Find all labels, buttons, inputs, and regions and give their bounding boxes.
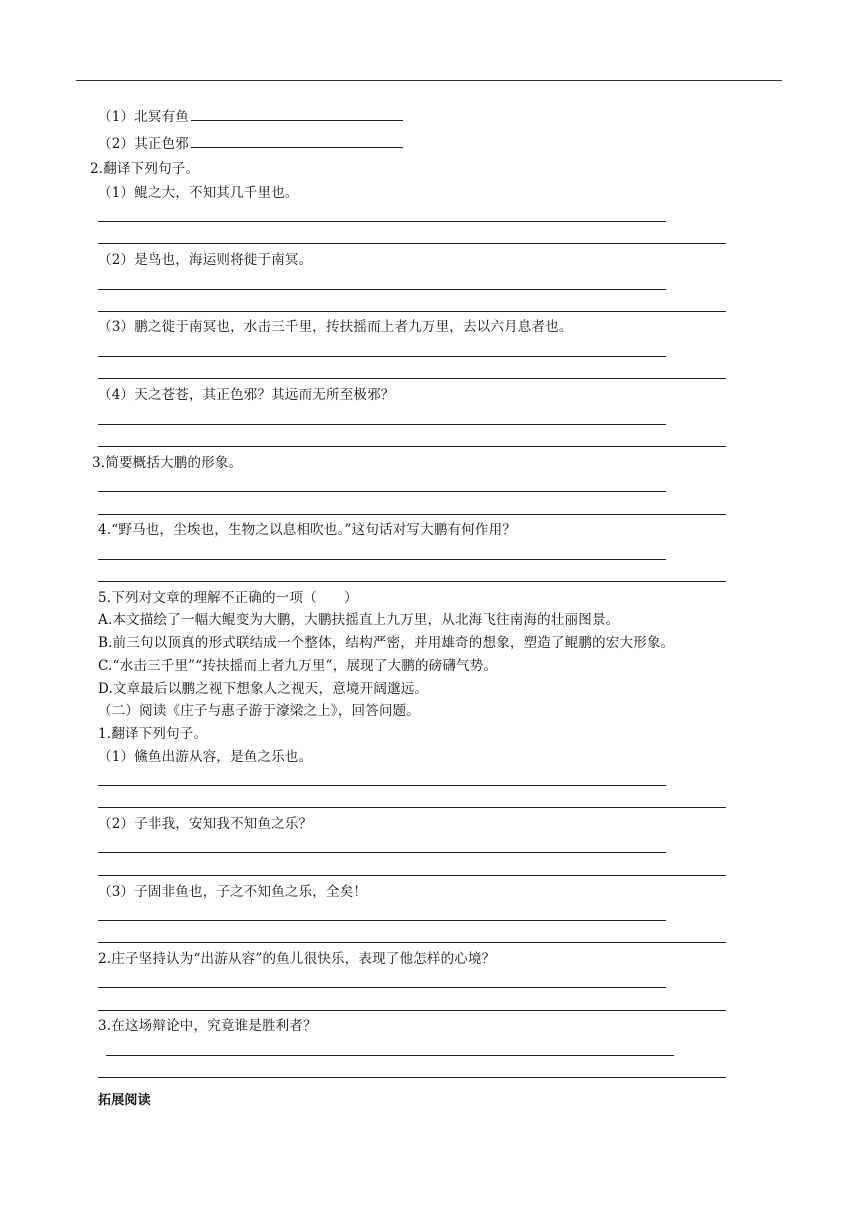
question-text: （1）北冥有鱼 [98, 109, 189, 125]
question-1-1 [98, 106, 403, 126]
question-2-heading: 2.翻译下列句子。 [90, 161, 200, 177]
answer-line [98, 942, 726, 943]
answer-line [98, 1077, 726, 1078]
fill-blank [191, 133, 403, 148]
fill-blank [191, 106, 403, 121]
header-rule [76, 80, 782, 81]
answer-line [98, 987, 666, 988]
question-5: 5.下列对文章的理解不正确的一项（ ） [98, 590, 358, 606]
answer-line [98, 514, 726, 515]
answer-line [98, 559, 666, 560]
answer-line [98, 289, 666, 290]
option-a: A.本文描绘了一幅大鲲变为大鹏，大鹏扶摇直上九万里，从北海飞往南海的壮丽图景。 [98, 612, 620, 628]
question-2-1: （1）鲲之大，不知其几千里也。 [98, 185, 299, 201]
part-2-question-1-3: （3）子固非鱼也，子之不知鱼之乐，全矣！ [98, 884, 368, 900]
question-2-2: （2）是鸟也，海运则将徙于南冥。 [98, 252, 313, 268]
answer-line [98, 491, 666, 492]
answer-line [106, 1055, 674, 1056]
answer-line [98, 243, 726, 244]
question-2-4: （4）天之苍苍，其正色邪？其远而无所至极邪？ [98, 387, 395, 403]
answer-line [98, 920, 666, 921]
answer-line [98, 785, 666, 786]
question-text: （2）其正色邪 [98, 136, 189, 152]
part-2-heading: （二）阅读《庄子与惠子游于濠梁之上》，回答问题。 [98, 703, 421, 719]
question-3: 3.简要概括大鹏的形象。 [92, 455, 243, 471]
option-c: C.“水击三千里”“抟扶摇而上者九万里”，展现了大鹏的磅礴气势。 [98, 658, 498, 674]
answer-line [98, 446, 726, 447]
part-2-question-1-2: （2）子非我，安知我不知鱼之乐？ [98, 816, 313, 832]
answer-line [98, 356, 666, 357]
question-2-3: （3）鹏之徙于南冥也，水击三千里，抟扶摇而上者九万里，去以六月息者也。 [98, 319, 573, 335]
answer-line [98, 311, 726, 312]
answer-line [98, 875, 726, 876]
extension-reading-heading: 拓展阅读 [98, 1093, 151, 1108]
answer-line [98, 221, 666, 222]
answer-line [98, 807, 726, 808]
question-1-2 [98, 133, 403, 153]
option-d: D.文章最后以鹏之视下想象人之视天，意境开阔邈远。 [98, 681, 429, 697]
option-b: B.前三句以顶真的形式联结成一个整体，结构严密，并用雄奇的想象，塑造了鲲鹏的宏大形象。 [98, 635, 675, 651]
answer-line [98, 378, 726, 379]
part-2-question-2: 2.庄子坚持认为“出游从容”的鱼儿很快乐，表现了他怎样的心境？ [98, 951, 496, 967]
answer-line [98, 581, 726, 582]
answer-line [98, 1010, 726, 1011]
question-4: 4.“野马也，尘埃也，生物之以息相吹也。”这句话对写大鹏有何作用？ [98, 522, 517, 538]
answer-line [98, 852, 666, 853]
part-2-question-1: 1.翻译下列句子。 [98, 726, 208, 742]
part-2-question-3: 3.在这场辩论中，究竟谁是胜利者？ [98, 1018, 317, 1034]
part-2-question-1-1: （1）鯈鱼出游从容，是鱼之乐也。 [98, 749, 313, 765]
answer-line [98, 424, 666, 425]
